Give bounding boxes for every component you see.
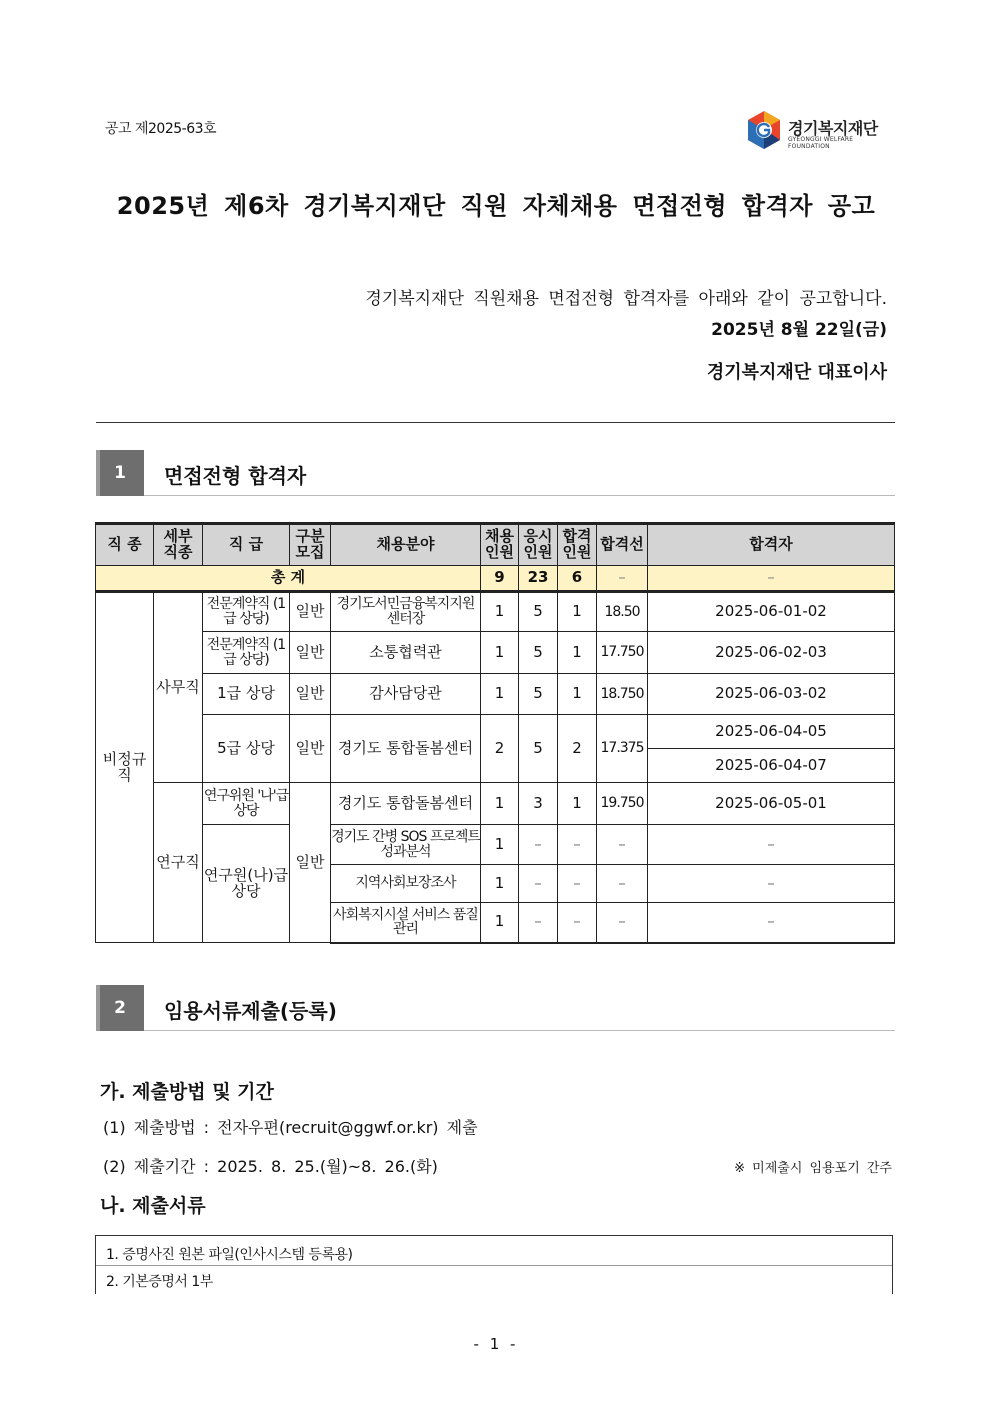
passed-cell: – (558, 903, 597, 943)
passer-cell: 2025-06-04-05 (648, 715, 895, 749)
submit-note: ※ 미제출시 임용포기 간주 (734, 1161, 892, 1176)
field-cell: 경기도 간병 SOS 프로젝트 성과분석 (331, 825, 481, 865)
passer-cell: 2025-06-05-01 (648, 783, 895, 825)
table-row (96, 632, 895, 674)
field-cell: 경기도 통합돌봄센터 (331, 715, 481, 783)
passed-cell: 2 (558, 715, 597, 783)
section-number: 2 (96, 985, 144, 1031)
applied-cell: 5 (519, 715, 558, 783)
table-row (96, 592, 895, 632)
header-type: 직 종 (96, 524, 154, 566)
passer-cell: 2025-06-02-03 (648, 632, 895, 674)
recruit-cell: 일반 (290, 674, 331, 715)
passed-cell: 1 (558, 674, 597, 715)
logo-mark-icon (746, 110, 782, 150)
subtype-research: 연구직 (154, 783, 203, 943)
cutoff-cell: 17.375 (597, 715, 648, 783)
cutoff-cell: 18.50 (597, 592, 648, 632)
header-field: 채용분야 (331, 524, 481, 566)
hire-cell: 1 (481, 865, 519, 903)
logo-name: 경기복지재단 (788, 119, 878, 138)
docs-heading: 나. 제출서류 (100, 1195, 206, 1217)
field-cell: 경기도서민금융복지지원 센터장 (331, 592, 481, 632)
hire-cell: 1 (481, 592, 519, 632)
hire-cell: 1 (481, 783, 519, 825)
docs-box (95, 1235, 893, 1294)
recruit-cell: 일반 (290, 783, 331, 943)
grade-cell: 연구원(나)급 상당 (203, 825, 290, 943)
header-subtype: 세부 직종 (154, 524, 203, 566)
doc-item: 1. 증명사진 원본 파일(인사시스템 등록용) (106, 1247, 353, 1263)
total-row (96, 566, 895, 592)
passer-cell: – (648, 903, 895, 943)
notice-date: 2025년 8월 22일(금) (711, 320, 887, 340)
applied-cell: – (519, 903, 558, 943)
result-table (95, 522, 895, 944)
grade-cell: 연구위원 '나'급 상당 (203, 783, 290, 825)
grade-cell: 전문계약직 (1급 상당) (203, 592, 290, 632)
foundation-logo (746, 110, 896, 152)
header-recruit: 구분 모집 (290, 524, 331, 566)
method-heading: 가. 제출방법 및 기간 (100, 1081, 274, 1103)
passed-cell: 1 (558, 592, 597, 632)
subtype-office: 사무직 (154, 592, 203, 783)
hire-cell: 1 (481, 903, 519, 943)
total-passed: 6 (558, 566, 597, 592)
field-cell: 지역사회보장조사 (331, 865, 481, 903)
passer-cell: 2025-06-03-02 (648, 674, 895, 715)
passed-cell: 1 (558, 632, 597, 674)
doc-item: 2. 기본증명서 1부 (106, 1274, 213, 1290)
page-number: - 1 - (473, 1335, 519, 1353)
table-header-row (96, 524, 895, 566)
cutoff-cell: 18.750 (597, 674, 648, 715)
section-label: 면접전형 합격자 (164, 464, 307, 488)
divider (96, 422, 895, 423)
grade-cell: 5급 상당 (203, 715, 290, 783)
applied-cell: 5 (519, 632, 558, 674)
hire-cell: 1 (481, 632, 519, 674)
passer-cell: – (648, 865, 895, 903)
field-cell: 소통협력관 (331, 632, 481, 674)
header-hire: 채용 인원 (481, 524, 519, 566)
grade-cell: 1급 상당 (203, 674, 290, 715)
submit-method: (1) 제출방법 : 전자우편(recruit@ggwf.or.kr) 제출 (103, 1118, 478, 1137)
hire-cell: 1 (481, 825, 519, 865)
recruit-cell: 일반 (290, 715, 331, 783)
passed-cell: – (558, 825, 597, 865)
hire-cell: 2 (481, 715, 519, 783)
cutoff-cell: – (597, 865, 648, 903)
notice-number: 공고 제2025-63호 (105, 121, 217, 137)
header-grade: 직 급 (203, 524, 290, 566)
total-hire: 9 (481, 566, 519, 592)
header-cutoff: 합격선 (597, 524, 648, 566)
submit-period: (2) 제출기간 : 2025. 8. 25.(월)~8. 26.(화) (103, 1157, 438, 1176)
passer-cell: 2025-06-01-02 (648, 592, 895, 632)
table-row (96, 825, 895, 865)
total-cutoff: – (597, 566, 648, 592)
section-underline (144, 495, 895, 496)
applied-cell: 3 (519, 783, 558, 825)
cutoff-cell: 17.750 (597, 632, 648, 674)
cutoff-cell: – (597, 903, 648, 943)
header-passers: 합격자 (648, 524, 895, 566)
job-type: 비정규직 (96, 592, 154, 943)
intro-text: 경기복지재단 직원채용 면접전형 합격자를 아래와 같이 공고합니다. (365, 289, 887, 309)
header-applied: 응시 인원 (519, 524, 558, 566)
total-passers: – (648, 566, 895, 592)
passer-cell: 2025-06-04-07 (648, 749, 895, 783)
passer-cell: – (648, 825, 895, 865)
logo-subtitle: GYEONGGI WELFARE FOUNDATION (788, 136, 854, 150)
signer: 경기복지재단 대표이사 (706, 362, 887, 383)
section-underline (144, 1030, 895, 1031)
recruit-cell: 일반 (290, 632, 331, 674)
grade-cell: 전문계약직 (1급 상당) (203, 632, 290, 674)
applied-cell: – (519, 865, 558, 903)
table-row (96, 674, 895, 715)
page-title: 2025년 제6차 경기복지재단 직원 자체채용 면접전형 합격자 공고 (116, 192, 876, 220)
total-applied: 23 (519, 566, 558, 592)
cutoff-cell: – (597, 825, 648, 865)
doc-divider (96, 1265, 892, 1266)
applied-cell: 5 (519, 674, 558, 715)
hire-cell: 1 (481, 674, 519, 715)
field-cell: 경기도 통합돌봄센터 (331, 783, 481, 825)
field-cell: 사회복지시설 서비스 품질관리 (331, 903, 481, 943)
total-label: 총 계 (96, 566, 481, 592)
applied-cell: – (519, 825, 558, 865)
header-passed: 합격 인원 (558, 524, 597, 566)
recruit-cell: 일반 (290, 592, 331, 632)
applied-cell: 5 (519, 592, 558, 632)
field-cell: 감사담당관 (331, 674, 481, 715)
table-row (96, 715, 895, 749)
section-label: 임용서류제출(등록) (164, 999, 337, 1023)
passed-cell: – (558, 865, 597, 903)
passed-cell: 1 (558, 783, 597, 825)
table-row (96, 783, 895, 825)
section-header-1 (96, 450, 895, 496)
cutoff-cell: 19.750 (597, 783, 648, 825)
section-number: 1 (96, 450, 144, 496)
section-header-2 (96, 985, 895, 1031)
